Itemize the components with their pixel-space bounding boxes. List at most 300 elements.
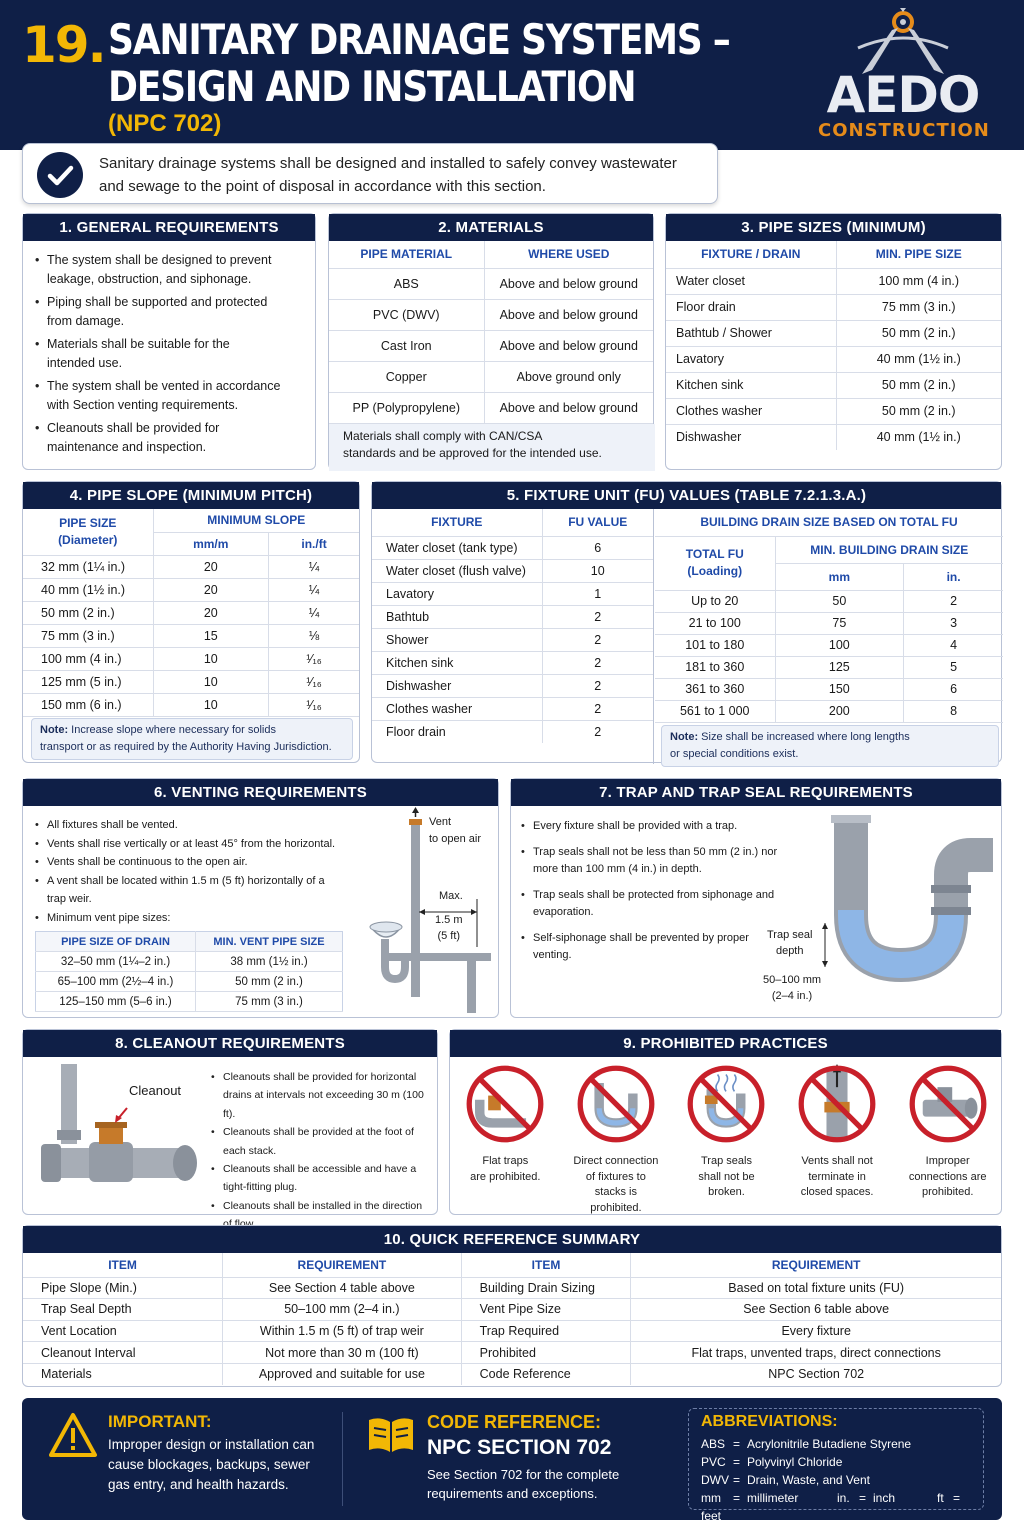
table-row [372, 536, 653, 559]
caption-line: Improper [925, 1155, 970, 1167]
table-row [666, 268, 1001, 294]
column-header-line: TOTAL FU [685, 547, 744, 561]
table-row [23, 1277, 1001, 1299]
abbreviations-box [688, 1408, 984, 1523]
table-row [666, 398, 1001, 424]
list-item-line: maintenance and inspection. [47, 439, 207, 454]
list-item-line: with Section venting requirements. [47, 397, 239, 412]
table-cell: 8 [904, 700, 1003, 722]
table-cell: Materials [23, 1363, 223, 1385]
compass-icon [838, 8, 968, 74]
table-cell: 1 [542, 582, 653, 605]
table-cell: Prohibited [461, 1342, 631, 1364]
table-row [655, 590, 1003, 612]
table-cell: 10 [153, 693, 269, 716]
table-cell: 100 mm (4 in.) [23, 647, 153, 670]
general-requirements-panel [22, 213, 316, 470]
table-row [23, 693, 359, 716]
table-cell: 100 [775, 634, 904, 656]
list-item-line: venting. [533, 949, 572, 961]
pipe-slope-note: Note: Increase slope where necessary for solids transport or as required by the Authority Having Jurisdiction. [31, 718, 353, 760]
abbr-eq: = [733, 1455, 741, 1469]
important-line: cause blockages, backups, sewer [108, 1457, 310, 1472]
abbr-term: PVC [701, 1455, 726, 1469]
table-row [655, 678, 1003, 700]
trap-seal-label: Trap seal depth [767, 929, 813, 957]
table-cell: Water closet (tank type) [372, 536, 542, 559]
table-cell: Above and below ground [484, 330, 653, 361]
caption-line: prohibited. [922, 1186, 974, 1198]
caption-line: are prohibited. [470, 1170, 541, 1183]
cleanout-label: Cleanout [129, 1083, 182, 1098]
list-item-line: • Trap seals shall not be less than 50 mm (2 in.) nor [533, 846, 778, 858]
table-row [329, 392, 653, 423]
table-row [655, 612, 1003, 634]
table-cell: Trap Required [461, 1320, 631, 1342]
list-item-text: All fixtures shall be vented. [47, 819, 178, 831]
table-cell: 361 to 360 [655, 678, 775, 700]
list-item-line: • Trap seals shall be protected from siphonage and [533, 889, 775, 901]
table-cell: Within 1.5 m (5 ft) of trap weir [223, 1320, 462, 1342]
max-label: Max. [439, 890, 463, 902]
panel-title: 5. FIXTURE UNIT (FU) VALUES (TABLE 7.2.1.3.A.) [372, 482, 1001, 509]
table-cell: 75 mm (3 in.) [836, 294, 1001, 320]
table-cell: Bathtub / Shower [666, 320, 836, 346]
column-header: REQUIREMENT [631, 1253, 1001, 1277]
table-cell: 32 mm (1¼ in.) [23, 555, 153, 578]
list-item-line: each stack. [223, 1144, 277, 1157]
table-header-row [372, 509, 653, 536]
intro-text: Sanitary drainage systems shall be designed and installed to safely convey wastewater and sewage to the point of disposal in accordance with this section. [99, 155, 677, 195]
table-cell: 2 [904, 590, 1003, 612]
abbr-eq: = [733, 1437, 741, 1451]
caption-line: terminate in [808, 1170, 866, 1183]
table-row [655, 634, 1003, 656]
table-row [372, 628, 653, 651]
code-big: NPC SECTION 702 [427, 1436, 612, 1459]
list-item-line: • Piping shall be supported and protected [47, 295, 268, 309]
table-row [23, 624, 359, 647]
footer-divider [342, 1412, 343, 1506]
column-header: ITEM [23, 1253, 223, 1277]
column-header: FIXTURE [372, 509, 542, 536]
table-cell: 50 mm (2 in.) [836, 320, 1001, 346]
table-cell: Up to 20 [655, 590, 775, 612]
table-row [372, 651, 653, 674]
list-item [33, 377, 305, 414]
column-header: PIPE SIZE OF DRAIN [36, 932, 196, 952]
direct-connection-icon [576, 1064, 656, 1144]
column-header: ITEM [461, 1253, 631, 1277]
table-header-row [655, 509, 1003, 536]
panel-title: 10. QUICK REFERENCE SUMMARY [23, 1226, 1001, 1253]
prohibited-item [892, 1064, 1003, 1201]
table-row [372, 559, 653, 582]
column-header: FU VALUE [542, 509, 653, 536]
table-cell: ¼ [269, 555, 359, 578]
table-header-row [36, 932, 343, 952]
table-cell: Water closet [666, 268, 836, 294]
important-line: Improper design or installation can [108, 1437, 315, 1452]
abbr-eq: = [733, 1473, 741, 1487]
table-cell: 5 [904, 656, 1003, 678]
abbr-list [701, 1435, 981, 1525]
table-cell: Every fixture [631, 1320, 1001, 1342]
table-cell: 15 [153, 624, 269, 647]
prohibited-item [561, 1064, 672, 1216]
code-title: CODE REFERENCE: [427, 1412, 602, 1432]
panel-title: 7. TRAP AND TRAP SEAL REQUIREMENTS [511, 779, 1001, 806]
warning-icon [48, 1412, 98, 1458]
table-row [23, 1342, 1001, 1364]
panel-title: 9. PROHIBITED PRACTICES [450, 1030, 1001, 1057]
column-header-line: (Loading) [687, 564, 743, 578]
caption-line: connections are [908, 1170, 987, 1183]
table-cell: 32–50 mm (1¼–2 in.) [36, 952, 196, 972]
table-row [23, 1363, 1001, 1385]
table-cell: Water closet (flush valve) [372, 559, 542, 582]
list-item-line: • Cleanouts shall be installed in the direction [223, 1199, 423, 1212]
table-row [23, 1320, 1001, 1342]
building-drain-col [655, 509, 1003, 764]
improper-connection-icon [908, 1064, 988, 1144]
table-row [372, 697, 653, 720]
table-cell: Lavatory [372, 582, 542, 605]
abbr-part: inch [873, 1491, 896, 1505]
list-item-line: from damage. [47, 313, 125, 328]
code-text [427, 1465, 619, 1503]
list-item-text: A vent shall be located within 1.5 m (5 ft) horizontally of a [47, 874, 325, 887]
panel-title: 1. GENERAL REQUIREMENTS [23, 214, 315, 241]
list-item [519, 930, 801, 964]
list-item-line: evaporation. [533, 906, 594, 918]
table-cell: Copper [329, 361, 484, 392]
pipe-sizes-table [666, 241, 1001, 450]
table-cell: 20 [153, 555, 269, 578]
section-number: 19. [22, 16, 105, 74]
abbr-term: DWV [701, 1473, 729, 1487]
list-item-text: trap weir. [47, 893, 92, 906]
prohibited-caption [892, 1154, 1003, 1201]
list-item [33, 293, 305, 330]
table-header-row [329, 241, 653, 268]
abbr-term: ABS [701, 1437, 726, 1451]
table-cell: ¹⁄₁₆ [269, 647, 359, 670]
table-row [23, 670, 359, 693]
table-cell: Cast Iron [329, 330, 484, 361]
cleanout-panel [22, 1029, 438, 1215]
general-requirements-list [23, 241, 315, 456]
table-cell: Above and below ground [484, 299, 653, 330]
table-row [36, 992, 343, 1012]
building-drain-note: Note: Size shall be increased where long lengths or special conditions exist. [661, 725, 999, 767]
list-item-line: • The system shall be designed to prevent [47, 253, 272, 267]
pipe-slope-panel [22, 481, 360, 763]
table-cell: 20 [153, 601, 269, 624]
table-cell: Trap Seal Depth [23, 1299, 223, 1321]
column-header: WHERE USED [484, 241, 653, 268]
caption-line: closed spaces. [800, 1186, 874, 1198]
table-cell: 200 [775, 700, 904, 722]
abbr-part: = [953, 1491, 961, 1505]
abbr-def: Acrylonitrile Butadiene Styrene [747, 1437, 912, 1451]
table-cell: 40 mm (1½ in.) [836, 346, 1001, 372]
table-row [23, 578, 359, 601]
list-item [519, 844, 801, 878]
check-icon [37, 152, 83, 198]
panel-title: 3. PIPE SIZES (MINIMUM) [666, 214, 1001, 241]
abbr-row [701, 1435, 981, 1453]
list-item-line: • Materials shall be suitable for the [47, 337, 230, 351]
caption-line: of fixtures to [585, 1170, 646, 1183]
table-cell: Code Reference [461, 1363, 631, 1385]
table-cell: ¼ [269, 578, 359, 601]
fixture-unit-panel [371, 481, 1002, 763]
column-header [655, 536, 775, 590]
trap-seal-range: 50–100 mm (2–4 in.) [763, 974, 822, 1002]
page-subtitle: (NPC 702) [108, 110, 222, 137]
table-cell: 2 [542, 628, 653, 651]
table-title: BUILDING DRAIN SIZE BASED ON TOTAL FU [655, 509, 1003, 536]
trap-list [511, 806, 801, 964]
table-cell: 50 mm (2 in.) [836, 398, 1001, 424]
table-cell: 101 to 180 [655, 634, 775, 656]
list-item-line: leakage, obstruction, and siphonage. [47, 271, 252, 286]
table-cell: Not more than 30 m (100 ft) [223, 1342, 462, 1364]
table-cell: PVC (DWV) [329, 299, 484, 330]
list-item [33, 872, 363, 891]
table-row [655, 656, 1003, 678]
abbr-part: ft [937, 1491, 944, 1505]
table-cell: 38 mm (1½ in.) [196, 952, 343, 972]
list-item [33, 909, 363, 928]
list-item-line: • Every fixture shall be provided with a trap. [533, 820, 738, 832]
table-row [372, 674, 653, 697]
vent-closed-space-icon [797, 1064, 877, 1144]
column-header: PIPE MATERIAL [329, 241, 484, 268]
venting-panel [22, 778, 499, 1018]
caption-line: Direct connection [573, 1155, 659, 1167]
table-cell: Clothes washer [666, 398, 836, 424]
list-item-line: more than 100 mm (4 in.) in depth. [533, 863, 702, 875]
abbr-def: Polyvinyl Chloride [747, 1455, 843, 1469]
table-cell: 21 to 100 [655, 612, 775, 634]
table-cell: Floor drain [372, 720, 542, 743]
table-cell: 150 mm (6 in.) [23, 693, 153, 716]
table-cell: Flat traps, unvented traps, direct connections [631, 1342, 1001, 1364]
list-item [519, 818, 801, 835]
table-row [23, 1299, 1001, 1321]
vent-label: Vent to open air [429, 816, 481, 845]
list-item [209, 1068, 435, 1123]
prohibited-item [782, 1064, 893, 1201]
abbr-title: ABBREVIATIONS: [701, 1413, 838, 1430]
table-cell: 125–150 mm (5–6 in.) [36, 992, 196, 1012]
table-row [329, 268, 653, 299]
table-cell: 10 [153, 670, 269, 693]
table-cell: 100 mm (4 in.) [836, 268, 1001, 294]
abbr-row [701, 1453, 981, 1471]
prohibited-caption [561, 1154, 672, 1216]
table-cell: 6 [904, 678, 1003, 700]
list-item [209, 1160, 435, 1197]
caption-line: stacks is [594, 1186, 637, 1198]
list-item-line: • Self-siphonage shall be prevented by proper [533, 932, 749, 944]
column-header: FIXTURE / DRAIN [666, 241, 836, 268]
broken-trap-seal-icon [686, 1064, 766, 1144]
table-cell: ABS [329, 268, 484, 299]
table-cell: 10 [153, 647, 269, 670]
book-icon [366, 1414, 416, 1454]
table-cell: See Section 6 table above [631, 1299, 1001, 1321]
list-item-text: Vents shall rise vertically or at least 45° from the horizontal. [47, 837, 336, 850]
table-row [23, 647, 359, 670]
list-item [33, 419, 305, 456]
list-item [209, 1123, 435, 1160]
table-row [23, 555, 359, 578]
table-row [329, 361, 653, 392]
table-cell: 2 [542, 651, 653, 674]
table-cell: Above and below ground [484, 392, 653, 423]
table-row [666, 346, 1001, 372]
table-row [666, 320, 1001, 346]
table-cell: See Section 4 table above [223, 1277, 462, 1299]
caption-line: Vents shall not [801, 1155, 873, 1167]
company-logo: AEDO CONSTRUCTION [818, 8, 988, 156]
fixture-unit-col [372, 509, 654, 764]
code-line: See Section 702 for the complete [427, 1467, 620, 1482]
caption-line: Flat traps [482, 1155, 529, 1167]
quick-reference-table [23, 1253, 1001, 1385]
trap-panel [510, 778, 1002, 1018]
pipe-sizes-panel [665, 213, 1002, 470]
fixture-unit-table [372, 509, 653, 743]
flat-trap-icon [465, 1064, 545, 1144]
list-item-line: • Cleanouts shall be provided at the foot of [223, 1126, 414, 1139]
table-row [36, 952, 343, 972]
caption-line: broken. [708, 1186, 745, 1198]
abbr-part: millimeter [747, 1491, 799, 1505]
table-row [666, 294, 1001, 320]
materials-panel [328, 213, 654, 470]
table-row [329, 330, 653, 361]
table-cell: 2 [542, 605, 653, 628]
table-cell: Cleanout Interval [23, 1342, 223, 1364]
table-cell: 75 mm (3 in.) [196, 992, 343, 1012]
table-cell: 10 [542, 559, 653, 582]
table-cell: Dishwasher [372, 674, 542, 697]
table-cell: Floor drain [666, 294, 836, 320]
list-item-line: drains at intervals not exceeding 30 m (100 ft). [223, 1089, 424, 1120]
page-header [0, 0, 1024, 150]
table-header-row [23, 509, 359, 532]
materials-note: Materials shall comply with CAN/CSA standards and be approved for the intended use. [329, 424, 655, 471]
table-cell: 65–100 mm (2½–4 in.) [36, 972, 196, 992]
column-header: in. [904, 563, 1003, 590]
table-row [329, 299, 653, 330]
venting-list [23, 806, 363, 928]
abbr-part: = [733, 1491, 741, 1505]
table-row [655, 700, 1003, 722]
table-header-row [23, 1253, 1001, 1277]
prohibited-panel [449, 1029, 1002, 1215]
table-cell: Vent Location [23, 1320, 223, 1342]
abbr-row [701, 1471, 981, 1489]
table-cell: 75 mm (3 in.) [23, 624, 153, 647]
table-cell: Building Drain Sizing [461, 1277, 631, 1299]
list-item-text: Vents shall be continuous to the open air. [47, 856, 248, 869]
distance-label: 1.5 m (5 ft) [435, 914, 463, 942]
list-item [33, 335, 305, 372]
table-cell: 4 [904, 634, 1003, 656]
list-item-line: • Cleanouts shall be provided for [47, 421, 220, 435]
column-header: MIN. BUILDING DRAIN SIZE [775, 536, 1003, 563]
column-header: mm/m [153, 532, 269, 555]
footer-bar [22, 1398, 1002, 1523]
abbr-part: = [859, 1491, 867, 1505]
table-cell: 50–100 mm (2–4 in.) [223, 1299, 462, 1321]
table-cell: 50 mm (2 in.) [836, 372, 1001, 398]
list-item [33, 853, 363, 872]
table-row [372, 582, 653, 605]
table-cell: ¹⁄₁₆ [269, 693, 359, 716]
table-row [36, 972, 343, 992]
column-header: MINIMUM SLOPE [153, 509, 359, 532]
cleanout-list [209, 1068, 435, 1234]
column-header: mm [775, 563, 904, 590]
table-cell: Approved and suitable for use [223, 1363, 462, 1385]
caption-line: Trap seals [701, 1155, 752, 1167]
table-header-row [655, 536, 1003, 563]
intro-callout [22, 143, 718, 204]
column-header [23, 509, 153, 555]
table-cell: 75 [775, 612, 904, 634]
table-cell: 40 mm (1½ in.) [23, 578, 153, 601]
column-header: REQUIREMENT [223, 1253, 462, 1277]
important-title: IMPORTANT: [108, 1412, 212, 1431]
table-cell: 561 to 1 000 [655, 700, 775, 722]
table-row [372, 605, 653, 628]
abbr-part: in. [837, 1491, 850, 1505]
table-cell: 125 [775, 656, 904, 678]
table-cell: 6 [542, 536, 653, 559]
list-item-line: • The system shall be vented in accordance [47, 379, 281, 393]
list-item-text: Minimum vent pipe sizes: [47, 911, 171, 924]
prohibited-item [671, 1064, 782, 1201]
caption-line: prohibited. [590, 1201, 642, 1214]
abbr-part: mm [701, 1491, 721, 1505]
table-cell: 50 mm (2 in.) [23, 601, 153, 624]
column-header: in./ft [269, 532, 359, 555]
table-cell: Dishwasher [666, 424, 836, 450]
table-header-row [666, 241, 1001, 268]
pipe-slope-table [23, 509, 359, 717]
list-item [33, 890, 363, 909]
table-cell: 50 mm (2 in.) [196, 972, 343, 992]
table-row [666, 424, 1001, 450]
panel-title: 6. VENTING REQUIREMENTS [23, 779, 498, 806]
materials-table [329, 241, 653, 424]
list-item-line: tight-fitting plug. [223, 1181, 298, 1194]
table-cell: Based on total fixture units (FU) [631, 1277, 1001, 1299]
important-text [108, 1435, 314, 1495]
quick-reference-panel [22, 1225, 1002, 1387]
important-line: gas entry, and health hazards. [108, 1477, 289, 1492]
panel-title: 2. MATERIALS [329, 214, 653, 241]
table-cell: NPC Section 702 [768, 1367, 865, 1382]
table-row [666, 372, 1001, 398]
table-cell: 2 [594, 724, 602, 739]
